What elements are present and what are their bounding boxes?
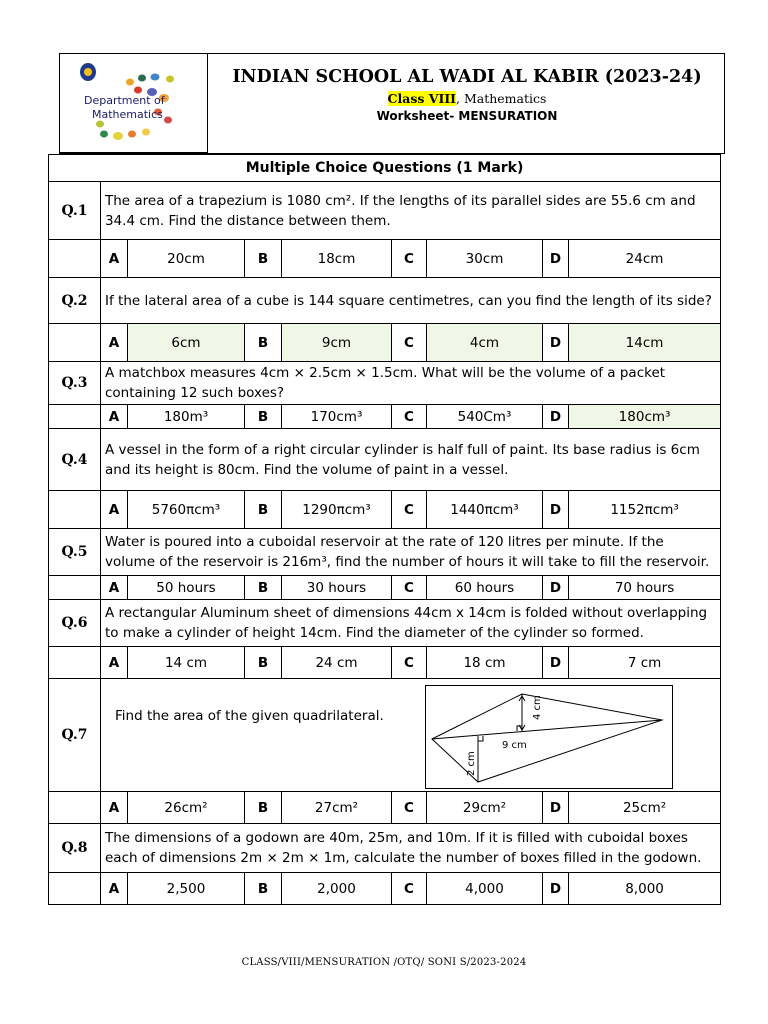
option-c: 4cm: [427, 324, 543, 362]
class-label: Class VIII: [387, 91, 457, 106]
school-name: INDIAN SCHOOL AL WADI AL KABIR (2023-24): [232, 67, 702, 87]
option-letter: B: [245, 576, 282, 600]
department-logo: [60, 54, 208, 153]
option-letter: B: [245, 405, 282, 429]
question-text: A matchbox measures 4cm × 2.5cm × 1.5cm. What will be the volume of a packet containing 12 such boxes?: [101, 362, 721, 405]
options-row: [49, 576, 721, 600]
option-letter: C: [392, 405, 427, 429]
option-d: 8,000: [569, 873, 721, 905]
option-letter: D: [543, 576, 569, 600]
option-b: 18cm: [282, 240, 392, 278]
blank-cell: [49, 491, 101, 529]
option-d: 25cm²: [569, 792, 721, 824]
question-row: [49, 600, 721, 647]
option-a: 14 cm: [128, 647, 245, 679]
question-row: [49, 182, 721, 240]
option-letter: A: [101, 240, 128, 278]
blank-cell: [49, 324, 101, 362]
option-b: 9cm: [282, 324, 392, 362]
options-row: [49, 491, 721, 529]
option-a: 2,500: [128, 873, 245, 905]
question-text: A vessel in the form of a right circular cylinder is half full of paint. Its base radius is 6cm and its height is 80cm. Find the volume of paint in a vessel.: [101, 429, 721, 491]
option-letter: D: [543, 405, 569, 429]
question-number: Q.7: [49, 679, 101, 792]
question-number: Q.3: [49, 362, 101, 405]
option-letter: A: [101, 792, 128, 824]
option-b: 2,000: [282, 873, 392, 905]
question-text: Find the area of the given quadrilateral.: [115, 708, 384, 724]
option-letter: C: [392, 873, 427, 905]
question-text: The dimensions of a godown are 40m, 25m, and 10m. If it is filled with cuboidal boxes each of dimensions 2m × 2m × 1m, calculate the number of boxes filled in the godown.: [101, 824, 721, 873]
option-c: 4,000: [427, 873, 543, 905]
option-letter: A: [101, 647, 128, 679]
option-c: 1440πcm³: [427, 491, 543, 529]
option-d: 7 cm: [569, 647, 721, 679]
option-letter: D: [543, 792, 569, 824]
option-d: 24cm: [569, 240, 721, 278]
question-text: The area of a trapezium is 1080 cm². If the lengths of its parallel sides are 55.6 cm and 34.4 cm. Find the distance between them.: [101, 182, 721, 240]
option-letter: C: [392, 792, 427, 824]
question-row: [49, 679, 721, 792]
option-a: 50 hours: [128, 576, 245, 600]
question-number: Q.8: [49, 824, 101, 873]
mcq-table: [48, 154, 721, 905]
option-d: 180cm³: [569, 405, 721, 429]
worksheet-header: [59, 53, 725, 154]
option-letter: C: [392, 324, 427, 362]
blank-cell: [49, 405, 101, 429]
question-row: [49, 529, 721, 576]
blank-cell: [49, 576, 101, 600]
blank-cell: [49, 647, 101, 679]
question-number: Q.6: [49, 600, 101, 647]
option-letter: A: [101, 576, 128, 600]
option-c: 30cm: [427, 240, 543, 278]
option-letter: C: [392, 647, 427, 679]
option-letter: D: [543, 240, 569, 278]
question-row: [49, 429, 721, 491]
option-c: 540Cm³: [427, 405, 543, 429]
option-a: 180m³: [128, 405, 245, 429]
subject-label: , Mathematics: [456, 91, 547, 106]
question-row: [49, 824, 721, 873]
option-b: 24 cm: [282, 647, 392, 679]
class-subject: [210, 91, 724, 106]
option-a: 6cm: [128, 324, 245, 362]
option-letter: D: [543, 491, 569, 529]
options-row: [49, 405, 721, 429]
question-number: Q.2: [49, 278, 101, 324]
section-header-row: [49, 155, 721, 182]
logo-line-1: Department of: [84, 94, 165, 107]
option-b: 1290πcm³: [282, 491, 392, 529]
option-c: 29cm²: [427, 792, 543, 824]
question-text: Water is poured into a cuboidal reservoir at the rate of 120 litres per minute. If the volume of the reservoir is 216m³, find the number of hours it will take to fill the reservoir.: [101, 529, 721, 576]
question-row: [49, 362, 721, 405]
options-row: [49, 324, 721, 362]
option-letter: C: [392, 576, 427, 600]
option-letter: A: [101, 405, 128, 429]
option-d: 70 hours: [569, 576, 721, 600]
section-title: Multiple Choice Questions (1 Mark): [49, 155, 721, 182]
question-number: Q.4: [49, 429, 101, 491]
figure-label-4cm: 4 cm: [532, 695, 543, 720]
option-letter: B: [245, 873, 282, 905]
option-b: 170cm³: [282, 405, 392, 429]
option-c: 60 hours: [427, 576, 543, 600]
options-row: [49, 873, 721, 905]
option-a: 26cm²: [128, 792, 245, 824]
option-letter: B: [245, 324, 282, 362]
option-letter: C: [392, 491, 427, 529]
figure-label-2cm: 2 cm: [466, 751, 477, 776]
blank-cell: [49, 873, 101, 905]
quadrilateral-figure: [425, 685, 673, 789]
option-a: 20cm: [128, 240, 245, 278]
question-row: [49, 278, 721, 324]
option-b: 27cm²: [282, 792, 392, 824]
option-letter: D: [543, 647, 569, 679]
option-letter: D: [543, 873, 569, 905]
options-row: [49, 792, 721, 824]
question-text: A rectangular Aluminum sheet of dimensions 44cm x 14cm is folded without overlapping to make a cylinder of height 14cm. Find the diameter of the cylinder so formed.: [101, 600, 721, 647]
option-letter: B: [245, 491, 282, 529]
option-letter: C: [392, 240, 427, 278]
worksheet-title: Worksheet- MENSURATION: [376, 109, 558, 123]
option-letter: A: [101, 873, 128, 905]
question-cell: [101, 679, 721, 792]
option-letter: A: [101, 324, 128, 362]
option-letter: B: [245, 792, 282, 824]
option-c: 18 cm: [427, 647, 543, 679]
option-d: 14cm: [569, 324, 721, 362]
blank-cell: [49, 240, 101, 278]
options-row: [49, 240, 721, 278]
option-letter: B: [245, 647, 282, 679]
option-letter: A: [101, 491, 128, 529]
figure-label-9cm: 9 cm: [502, 740, 527, 751]
page-footer: CLASS/VIII/MENSURATION /OTQ/ SONI S/2023-2024: [241, 957, 527, 968]
option-letter: D: [543, 324, 569, 362]
blank-cell: [49, 792, 101, 824]
question-number: Q.5: [49, 529, 101, 576]
option-b: 30 hours: [282, 576, 392, 600]
option-letter: B: [245, 240, 282, 278]
options-row: [49, 647, 721, 679]
option-a: 5760πcm³: [128, 491, 245, 529]
logo-line-2: Mathematics: [92, 108, 163, 121]
option-d: 1152πcm³: [569, 491, 721, 529]
question-text: If the lateral area of a cube is 144 square centimetres, can you find the length of its side?: [101, 278, 721, 324]
question-number: Q.1: [49, 182, 101, 240]
